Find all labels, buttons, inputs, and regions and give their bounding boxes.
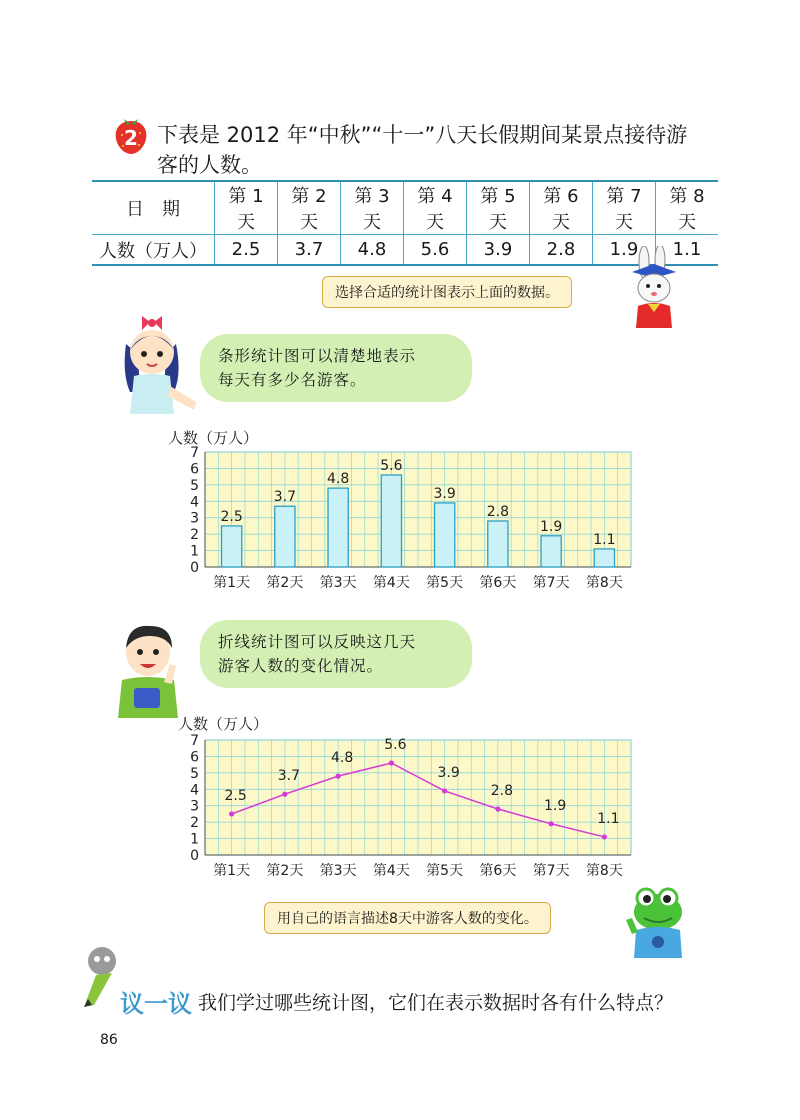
x-tick-label: 第8天	[585, 863, 623, 879]
page-number: 86	[100, 1032, 118, 1048]
bar	[275, 506, 295, 567]
data-point	[336, 774, 341, 779]
data-point	[442, 788, 447, 793]
data-label: 4.8	[330, 750, 354, 767]
x-tick-label: 第3天	[319, 863, 357, 879]
bar	[488, 521, 508, 567]
problem-text-line2: 客的人数。	[157, 153, 262, 177]
bar-chart-ylabel: 人数（万人）	[168, 429, 259, 447]
x-tick-label: 第5天	[426, 863, 464, 879]
girl-bubble-line2: 每天有多少名游客。	[218, 371, 367, 389]
girl-illustration	[116, 314, 200, 418]
x-tick-label: 第4天	[372, 575, 410, 591]
table-value-cell: 2.5	[215, 235, 278, 266]
x-tick-label: 第1天	[213, 863, 251, 879]
frog-speech-bubble: 用自己的语言描述8天中游客人数的变化。	[264, 902, 551, 934]
x-tick-label: 第7天	[532, 575, 570, 591]
problem-number: 2	[124, 126, 138, 150]
y-tick-label: 1	[190, 831, 199, 848]
y-tick-label: 2	[190, 815, 199, 832]
bar	[435, 503, 455, 567]
table-day-cell: 第 6 天	[530, 181, 593, 235]
table-day-cell: 第 2 天	[278, 181, 341, 235]
x-tick-label: 第3天	[319, 575, 357, 591]
data-label: 4.8	[326, 471, 350, 488]
bar	[594, 549, 614, 567]
x-tick-label: 第6天	[479, 863, 517, 879]
x-tick-label: 第4天	[372, 863, 410, 879]
x-tick-label: 第5天	[426, 575, 464, 591]
discussion-question: 我们学过哪些统计图，它们在表示数据时各有什么特点？	[198, 992, 674, 1014]
data-point	[495, 806, 500, 811]
y-tick-label: 7	[190, 445, 199, 461]
data-label: 2.8	[486, 504, 510, 520]
girl-speech-bubble	[200, 334, 472, 402]
rabbit-speech-bubble: 选择合适的统计图表示上面的数据。	[322, 276, 572, 308]
table-header-count: 人数（万人）	[92, 235, 215, 266]
y-tick-label: 0	[190, 848, 199, 864]
table-day-cell: 第 1 天	[215, 181, 278, 235]
data-point	[389, 760, 394, 765]
boy-speech-bubble	[200, 620, 472, 688]
bar	[381, 475, 401, 567]
data-point	[229, 811, 234, 816]
table-day-cell: 第 4 天	[404, 181, 467, 235]
data-label: 1.9	[543, 797, 567, 814]
data-label: 1.1	[597, 810, 620, 827]
data-label: 2.8	[490, 783, 514, 799]
data-label: 1.1	[593, 531, 616, 548]
x-tick-label: 第2天	[266, 863, 304, 879]
y-tick-label: 6	[190, 749, 199, 766]
y-tick-label: 7	[190, 733, 199, 749]
data-label: 3.9	[433, 485, 456, 502]
y-tick-label: 2	[190, 527, 199, 544]
table-day-cell: 第 3 天	[341, 181, 404, 235]
bar-chart	[180, 444, 650, 596]
data-label: 5.6	[380, 458, 403, 474]
data-label: 2.5	[220, 508, 243, 525]
frog-illustration	[622, 884, 692, 960]
boy-bubble-line2: 游客人数的变化情况。	[218, 657, 384, 675]
y-tick-label: 4	[190, 494, 199, 511]
x-tick-label: 第6天	[479, 575, 517, 591]
discussion-title: 议一议	[120, 990, 192, 1018]
boy-bubble-line1: 折线统计图可以反映这几天	[218, 633, 417, 651]
table-value-cell: 2.8	[530, 235, 593, 266]
data-label: 3.7	[273, 489, 297, 506]
table-value-cell: 3.9	[467, 235, 530, 266]
y-tick-label: 4	[190, 782, 199, 799]
bar	[328, 488, 348, 567]
bar	[541, 536, 561, 567]
y-tick-label: 3	[190, 798, 199, 815]
table-day-cell: 第 7 天	[593, 181, 656, 235]
table-day-cell: 第 8 天	[656, 181, 719, 235]
table-day-cell: 第 5 天	[467, 181, 530, 235]
table-header-date: 日 期	[92, 181, 215, 235]
rabbit-teacher-illustration	[624, 246, 684, 332]
data-point	[549, 821, 554, 826]
data-label: 2.5	[224, 787, 247, 804]
girl-bubble-line1: 条形统计图可以清楚地表示	[218, 347, 417, 365]
data-label: 5.6	[384, 737, 407, 753]
data-label: 3.7	[277, 768, 301, 785]
data-label: 1.9	[539, 518, 563, 535]
y-tick-label: 3	[190, 510, 199, 527]
x-tick-label: 第7天	[532, 863, 570, 879]
data-point	[602, 834, 607, 839]
table-value-cell: 4.8	[341, 235, 404, 266]
table-value-cell: 3.7	[278, 235, 341, 266]
y-tick-label: 6	[190, 461, 199, 478]
bar	[222, 526, 242, 567]
x-tick-label: 第2天	[266, 575, 304, 591]
problem-text-line1: 下表是 2012 年“中秋”“十一”八天长假期间某景点接待游	[157, 123, 688, 147]
problem-text	[157, 120, 717, 180]
x-tick-label: 第1天	[213, 575, 251, 591]
table-value-cell: 5.6	[404, 235, 467, 266]
y-tick-label: 5	[190, 477, 199, 494]
y-tick-label: 1	[190, 543, 199, 560]
data-point	[282, 792, 287, 797]
line-chart-ylabel: 人数（万人）	[178, 715, 269, 733]
table-row-days	[92, 181, 718, 235]
x-tick-label: 第8天	[585, 575, 623, 591]
table-value-cell: 1.9	[593, 235, 656, 266]
strawberry-number-badge	[112, 115, 150, 155]
boy-illustration	[112, 618, 186, 718]
line-chart	[180, 732, 650, 884]
y-tick-label: 5	[190, 765, 199, 782]
y-tick-label: 0	[190, 560, 199, 576]
table-value-cell: 1.1	[656, 235, 719, 266]
data-label: 3.9	[437, 764, 460, 781]
